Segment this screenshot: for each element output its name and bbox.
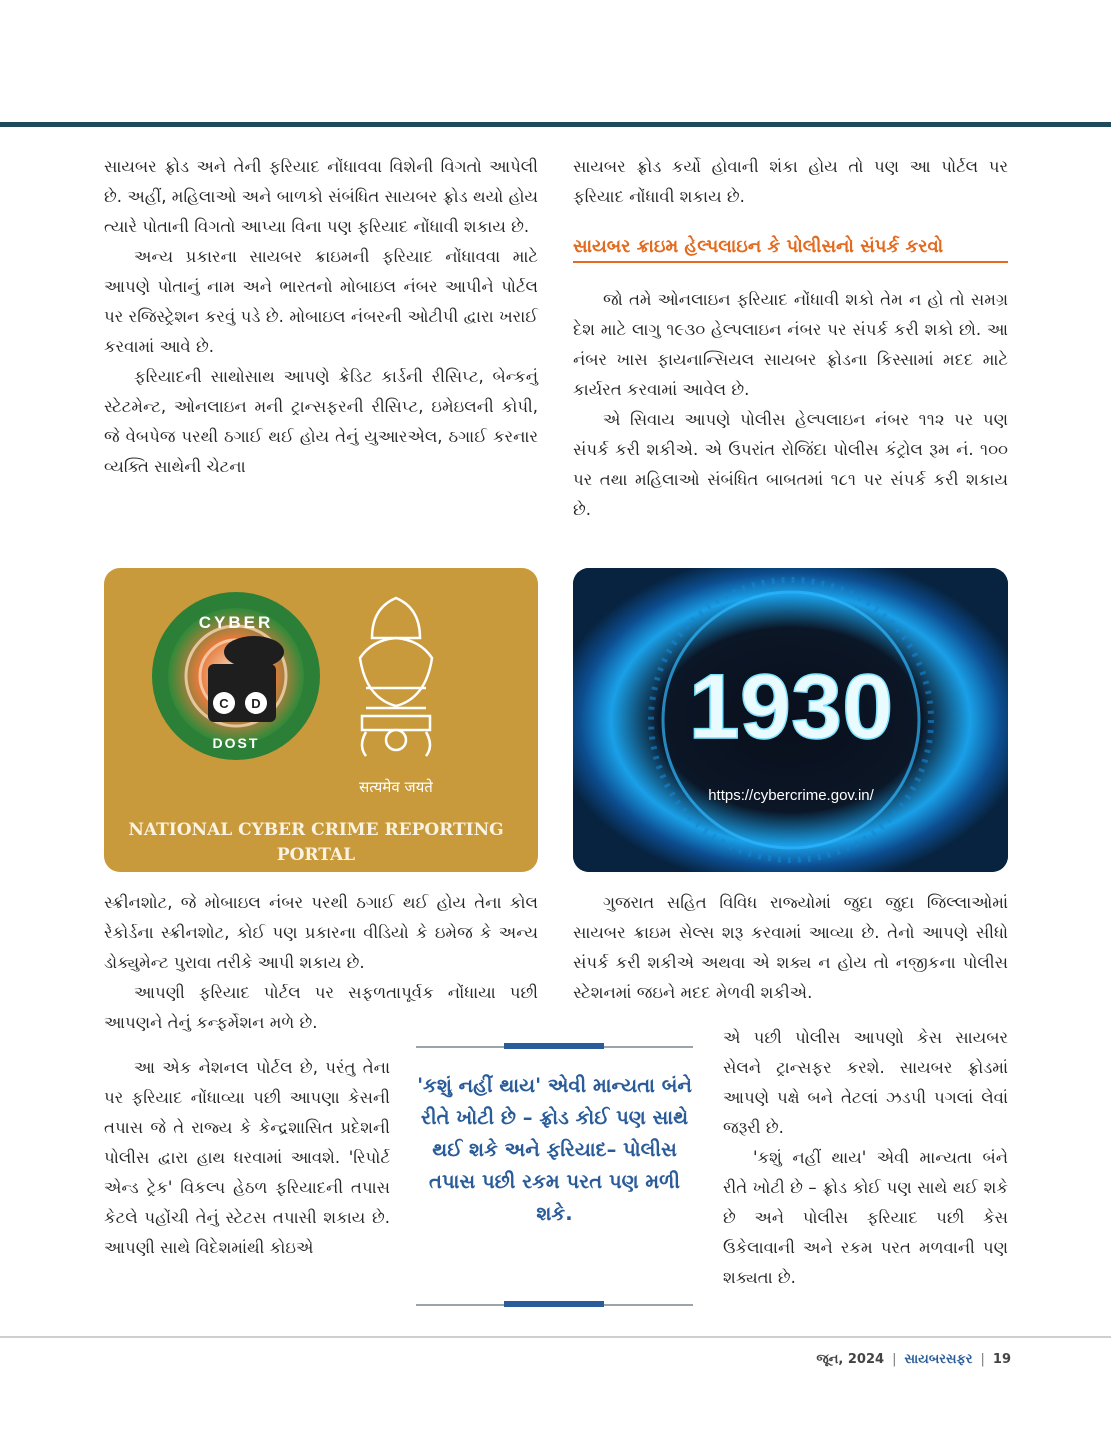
national-emblem-icon <box>360 598 432 756</box>
helpline-graphic <box>573 568 1008 872</box>
page-number: 19 <box>992 1352 1011 1367</box>
footer-separator: | <box>892 1352 897 1367</box>
paragraph: જો તમે ઓનલાઇન ફરિયાદ નોંધાવી શકો તેમ ન હો તો સમગ્ર દેશ માટે લાગુ ૧૯૩૦ હેલ્પલાઇન નંબર પર સંપર્ક કરી શકો છો. આ નંબર ખાસ ફાયનાન્સિયલ સાયબર ફ્રોડના કિસ્સામાં મદદ માટે કાર્યરત કરવામાં આવેલ છે. <box>573 290 1008 399</box>
portal-caption-line1: NATIONAL CYBER CRIME REPORTING <box>128 820 504 840</box>
paragraph: અન્ય પ્રકારના સાયબર ક્રાઇમની ફરિયાદ નોંધાવવા માટે આપણે પોતાનું નામ અને ભારતનો મોબાઇલ નંબર આપીને પોર્ટલ પર રજિસ્ટ્રેશન કરવું પડે છે. મોબાઇલ નંબરની ઓટીપી દ્વારા ખરાઈ કરવામાં આવે છે. <box>104 247 538 356</box>
pull-quote-text: 'કશું નહીં થાય' એવી માન્યતા બંને રીતે ખોટી છે – ફ્રોડ કોઈ પણ સાથે થઈ શકે અને ફરિયાદ– પોલીસ તપાસ પછી રકમ પરત પણ મળી શકે. <box>417 1074 692 1225</box>
top-rule <box>0 122 1111 127</box>
cyber-dost-figure <box>208 664 276 722</box>
paragraph: સાયબર ફ્રોડ અને તેની ફરિયાદ નોંધાવવા વિશેની વિગતો આપેલી છે. અહીં, મહિલાઓ અને બાળકો સંબંધિત સાયબર ફ્રોડ થયો હોય ત્યારે પોતાની વિગતો આપ્યા વિના પણ ફરિયાદ નોંધાવી શકાય છે. <box>104 157 538 236</box>
right-column-intro <box>573 152 1008 212</box>
paragraph: સાયબર ફ્રોડ કર્યો હોવાની શંકા હોય તો પણ આ પોર્ટલ પર ફરિયાદ નોંધાવી શકાય છે. <box>573 157 1008 206</box>
portal-image <box>104 568 538 872</box>
paragraph: આ એક નેશનલ પોર્ટલ છે, પરંતુ તેના પર ફરિયાદ નોંધાવ્યા પછી આપણા કેસની તપાસ જે તે રાજ્ય કે કેન્દ્રશાસિત પ્રદેશની પોલીસ દ્વારા હાથ ધરવામાં આવશે. 'રિપોર્ટ એન્ડ ટ્રેક' વિકલ્પ હેઠળ ફરિયાદની તપાસ કેટલે પહોંચી તેનું સ્ટેટસ તપાસી શકાય છે. આપણી સાથે વિદેશમાંથી કોઇએ <box>104 1058 390 1257</box>
logo-dost-text: DOST <box>212 735 260 751</box>
portal-caption-line2: PORTAL <box>276 845 356 865</box>
footer-date: જૂન, 2024 <box>816 1352 885 1367</box>
quote-bar-bottom <box>504 1301 604 1307</box>
portal-graphic <box>104 568 538 872</box>
footer-separator: | <box>980 1352 985 1367</box>
section-heading: સાયબર ક્રાઇમ હેલ્પલાઇન કે પોલીસનો સંપર્ક કરવો <box>573 236 1008 263</box>
paragraph: સ્ક્રીનશોટ, જે મોબાઇલ નંબર પરથી ઠગાઈ થઈ હોય તેના કોલ રેકોર્ડના સ્ક્રીનશોટ, કોઈ પણ પ્રકારના વીડિયો કે ઇમેજ કે અન્ય ડોક્યુમેન્ટ પુરાવા તરીકે આપી શકાય છે. <box>104 893 538 972</box>
paragraph: ફરિયાદની સાથોસાથ આપણે ક્રેડિટ કાર્ડની રીસિપ્ટ, બેન્કનું સ્ટેટમેન્ટ, ઓનલાઇન મની ટ્રાન્સફરની રીસિપ્ટ, ઇમેઇલની કોપી, જે વેબપેજ પરથી ઠગાઈ થઈ હોય તેનું યુઆરએલ, ઠગાઈ કરનાર વ્યક્તિ સાથેની ચેટના <box>104 367 538 476</box>
helpline-url: https://cybercrime.gov.in/ <box>708 787 874 804</box>
paragraph: 'કશું નહીં થાય' એવી માન્યતા બંને રીતે ખોટી છે – ફ્રોડ કોઈ પણ સાથે થઈ શકે છે અને પોલીસ ફરિયાદ પછી કેસ ઉકેલાવાની અને રકમ પરત મળવાની પણ શક્યતા છે. <box>723 1148 1008 1287</box>
paragraph: એ સિવાય આપણે પોલીસ હેલ્પલાઇન નંબર ૧૧૨ પર પણ સંપર્ક કરી શકીએ. એ ઉપરાંત રોજિંદા પોલીસ કંટ્રોલ રૂમ નં. ૧૦૦ પર તથા મહિલાઓ સંબંધિત બાબતમાં ૧૮૧ પર સંપર્ક કરી શકાય છે. <box>573 410 1008 519</box>
right-column-top <box>573 285 1008 525</box>
paragraph: આપણી ફરિયાદ પોર્ટલ પર સફળતાપૂર્વક નોંધાયા પછી આપણને તેનું કન્ફર્મેશન મળે છે. <box>104 983 538 1032</box>
left-column-narrow <box>104 1053 390 1263</box>
footer-magazine: સાયબરસફર <box>904 1352 973 1367</box>
emblem-motto: सत्यमेव जयते <box>359 778 433 796</box>
left-column-top <box>104 152 538 482</box>
logo-letter-c: C <box>219 696 229 711</box>
paragraph: ગુજરાત સહિત વિવિધ રાજ્યોમાં જુદા જુદા જિલ્લાઓમાં સાયબર ક્રાઇમ સેલ્સ શરૂ કરવામાં આવ્યા છે. તેનો આપણે સીધો સંપર્ક કરી શકીએ અથવા એ શક્ય ન હોય તો નજીકના પોલીસ સ્ટેશનમાં જઇને મદદ મેળવી શકીએ. <box>573 893 1008 1002</box>
paragraph: એ પછી પોલીસ આપણો કેસ સાયબર સેલને ટ્રાન્સફર કરશે. સાયબર ફ્રોડમાં આપણે પક્ષે બને તેટલાં ઝડપી પગલાં લેવાં જરૂરી છે. <box>723 1028 1008 1137</box>
quote-bar-top <box>504 1043 604 1049</box>
helpline-image <box>573 568 1008 872</box>
helpline-number: 1930 <box>688 656 894 758</box>
logo-letter-d: D <box>251 696 261 711</box>
right-column-bottom <box>573 888 1008 1008</box>
footer-rule <box>0 1336 1111 1338</box>
page-footer <box>816 1352 1011 1367</box>
right-column-narrow <box>723 1023 1008 1293</box>
pull-quote <box>416 1046 693 1308</box>
logo-cyber-text: CYBER <box>198 613 274 632</box>
left-column-bottom <box>104 888 538 1038</box>
